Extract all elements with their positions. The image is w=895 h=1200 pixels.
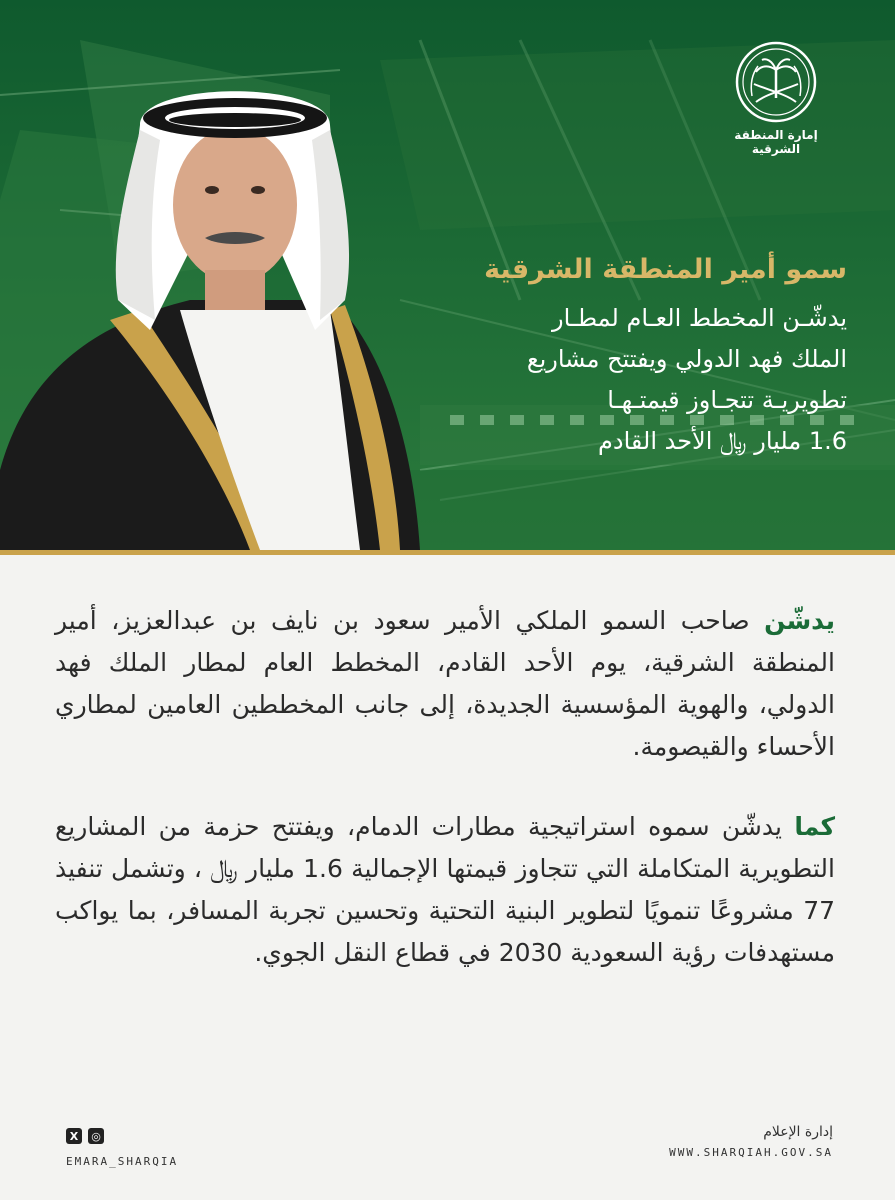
department-label: إدارة الإعلام — [763, 1124, 833, 1140]
emblem-icon — [734, 40, 818, 124]
social-icons — [66, 1128, 178, 1144]
headline-line: تطويريـة تتجـاوز قيمتـهـا — [607, 386, 847, 414]
social-handle[interactable]: EMARA_SHARQIA — [66, 1155, 179, 1168]
headline-title: سمو أمير المنطقة الشرقية — [484, 254, 847, 285]
footer-info — [669, 1124, 833, 1159]
headline-line: يدشّـن المخطط العـام لمطـار — [552, 304, 847, 332]
paragraph-1-lead: يدشّن — [764, 606, 835, 635]
headline-line: الملك فهد الدولي ويفتتح مشاريع — [526, 345, 847, 373]
paragraph-1-text: صاحب السمو الملكي الأمير سعود بن نايف بن عبدالعزيز، أمير المنطقة الشرقية، يوم الأحد القادم، المخطط العام لمطار الملك فهد الدولي، والهوية المؤسسية الجديدة، إلى جانب المخططين العامين لمطاري الأحساء والقيصومة. — [55, 606, 835, 761]
header-banner — [0, 0, 895, 550]
paragraph-2 — [55, 806, 835, 974]
headline-block — [417, 252, 847, 462]
paragraph-1 — [55, 600, 835, 768]
paragraph-2-text: يدشّن سموه استراتيجية مطارات الدمام، ويفتتح حزمة من المشاريع التطويرية المتكاملة التي تتجاوز قيمتها الإجمالية 1.6 مليار ﷼ ، وتشمل تنفيذ 77 مشروعًا تنمويًا لتطوير البنية التحتية وتحسين تجربة المسافر، بما يواكب مستهدفات رؤية السعودية 2030 في قطاع النقل الجوي. — [55, 812, 835, 967]
emblem-logo — [726, 40, 826, 156]
instagram-icon[interactable]: ◎ — [88, 1128, 104, 1144]
article-body — [55, 600, 835, 1012]
x-icon[interactable]: X — [66, 1128, 82, 1144]
emblem-caption: إمارة المنطقة الشرقية — [734, 128, 818, 156]
website-link[interactable]: WWW.SHARQIAH.GOV.SA — [669, 1146, 833, 1159]
paragraph-2-lead: كما — [794, 812, 836, 841]
headline-line: 1.6 مليار ﷼ الأحد القادم — [598, 427, 847, 455]
divider-gold — [0, 550, 895, 555]
footer-social — [66, 1128, 178, 1169]
